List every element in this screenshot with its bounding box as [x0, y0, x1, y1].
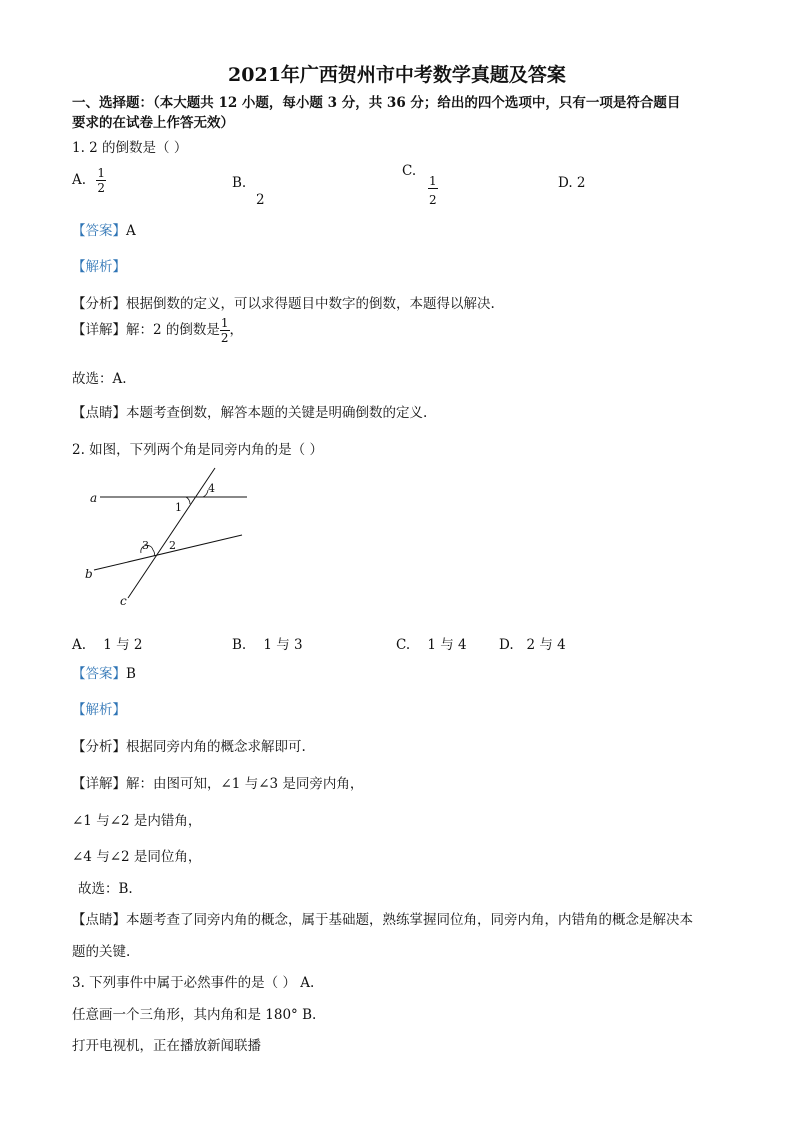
fenxi-tag: 【分析】 [72, 739, 126, 755]
line-c [128, 468, 215, 598]
label-c: c [120, 594, 127, 608]
q2-option-d [499, 633, 566, 653]
q2-option-c [396, 633, 467, 653]
q2-stem: 2. 如图，下列两个角是同旁内角的是（ ） [72, 442, 323, 458]
q1-analysis-tag: 【解析】 [72, 259, 126, 275]
fraction-numerator: 1 [429, 174, 437, 188]
q2-dianjing-line2: 题的关键. [72, 944, 131, 960]
label-angle1: 1 [175, 501, 182, 514]
dianjing-tag: 【点睛】 [72, 912, 126, 928]
fenxi-text: 根据倒数的定义，可以求得题目中数字的倒数，本题得以解决. [126, 296, 495, 312]
fraction-numerator: 1 [220, 316, 229, 330]
xiangjie-fraction [220, 316, 230, 345]
q1-stem: 1. 2 的倒数是（ ） [72, 140, 188, 156]
xiangjie-tag: 【详解】 [72, 322, 126, 338]
option-label: B. [232, 637, 247, 653]
q3-option-b: 打开电视机，正在播放新闻联播 [72, 1038, 261, 1054]
angle2-arc [153, 550, 154, 556]
q1-option-a-label: A. [72, 172, 87, 188]
xiangjie-text: 解：由图可知，∠1 与∠3 是同旁内角， [126, 776, 364, 792]
dianjing-text: 本题考查倒数，解答本题的关键是明确倒数的定义. [126, 405, 428, 421]
option-value: 1 与 2 [103, 637, 143, 653]
line-b [94, 535, 242, 570]
xiangjie-end: ， [229, 322, 244, 338]
dianjing-text: 本题考查了同旁内角的概念，属于基础题，熟练掌握同位角，同旁内角，内错角的概念是解决本 [126, 912, 693, 928]
q1-xiangjie [72, 316, 243, 345]
option-label: C. [396, 637, 411, 653]
q1-answer [72, 219, 136, 239]
fraction-denominator: 2 [220, 331, 229, 345]
document-title: 2021年广西贺州市中考数学真题及答案 [228, 64, 566, 86]
q2-line2: ∠1 与∠2 是内错角， [72, 813, 202, 829]
label-b: b [85, 567, 93, 581]
answer-tag: 【答案】 [72, 666, 126, 682]
label-a: a [90, 491, 98, 505]
section-heading-line1: 一、选择题：（本大题共 12 小题，每小题 3 分，共 36 分；给出的四个选项中，只有一项是符合题目 [72, 95, 681, 111]
q2-guxuan: 故选：B. [78, 881, 133, 897]
q1-dianjing [72, 401, 427, 421]
q2-xiangjie [72, 772, 363, 792]
q1-option-a-fraction [96, 166, 106, 195]
xiangjie-text: 解：2 的倒数是 [126, 322, 220, 338]
fraction-denominator: 2 [97, 181, 105, 195]
fenxi-tag: 【分析】 [72, 296, 126, 312]
q1-option-a [72, 166, 106, 195]
option-value: 1 与 4 [427, 637, 467, 653]
q2-dianjing-line1 [72, 908, 693, 928]
label-angle3: 3 [142, 539, 149, 552]
q1-option-c-fraction [428, 174, 438, 207]
dianjing-tag: 【点睛】 [72, 405, 126, 421]
q2-option-b [232, 633, 303, 653]
q2-fenxi [72, 735, 306, 755]
label-angle2: 2 [169, 539, 176, 552]
fenxi-text: 根据同旁内角的概念求解即可. [126, 739, 306, 755]
angle1-arc [186, 497, 190, 504]
answer-value: B [126, 666, 136, 682]
q2-analysis-tag: 【解析】 [72, 702, 126, 718]
section-heading-line2: 要求的在试卷上作答无效） [72, 115, 234, 131]
label-angle4: 4 [208, 482, 215, 495]
option-value: 2 与 4 [526, 637, 566, 653]
option-label: D. [499, 637, 514, 653]
option-label: A. [72, 637, 87, 653]
q2-figure [80, 460, 260, 610]
fraction [428, 174, 438, 207]
answer-tag: 【答案】 [72, 223, 126, 239]
q1-option-c-label: C. [402, 163, 417, 179]
option-value: 1 与 3 [263, 637, 303, 653]
q1-option-d: D. 2 [558, 175, 586, 191]
fraction-numerator: 1 [97, 166, 105, 180]
q2-line3: ∠4 与∠2 是同位角， [72, 849, 202, 865]
q3-option-a: 任意画一个三角形，其内角和是 180° B. [72, 1007, 317, 1023]
answer-value: A [126, 223, 136, 239]
q2-answer [72, 662, 136, 682]
q1-option-b-label: B. [232, 175, 247, 191]
xiangjie-tag: 【详解】 [72, 776, 126, 792]
fraction-denominator: 2 [429, 193, 437, 207]
q3-stem: 3. 下列事件中属于必然事件的是（ ） A. [72, 975, 315, 991]
q2-option-a [72, 633, 142, 653]
q1-option-b-value: 2 [256, 192, 265, 208]
q1-guxuan: 故选：A. [72, 371, 127, 387]
q1-fenxi [72, 292, 495, 312]
